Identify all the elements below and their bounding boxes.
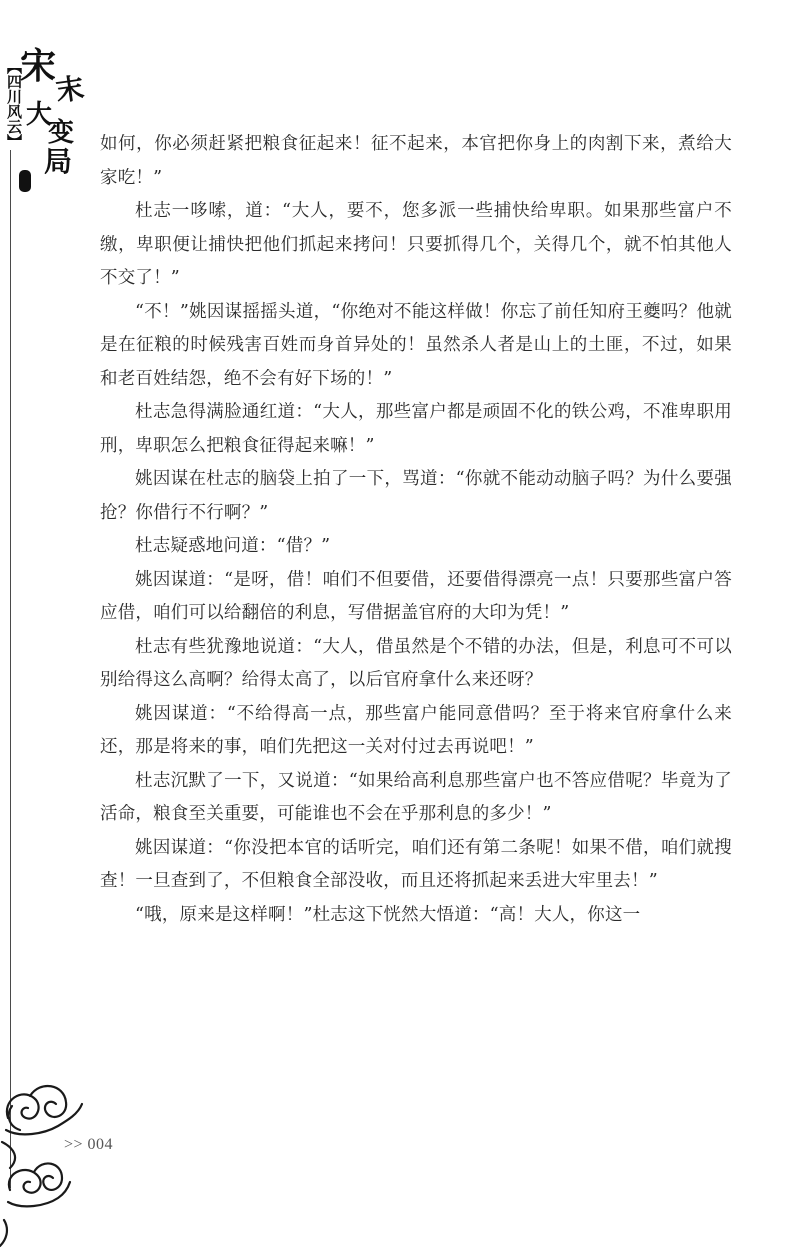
paragraph: “哦，原来是这样啊！”杜志这下恍然大悟道：“高！大人，你这一 bbox=[135, 904, 641, 925]
cloud-ornament-icon bbox=[0, 1070, 90, 1249]
paragraph: 杜志沉默了一下，又说道：“如果给高利息那些富户也不答应借呢？毕竟为了活命，粮食至关重要，可能谁也不会在乎那利息的多少！” bbox=[100, 770, 732, 824]
paragraph: 姚因谋道：“不给得高一点，那些富户能同意借吗？至于将来官府拿什么来还，那是将来的事，咱们先把这一关对付过去再说吧！” bbox=[100, 703, 732, 757]
paragraph: 杜志有些犹豫地说道：“大人，借虽然是个不错的办法，但是，利息可不可以别给得这么高啊？给得太高了，以后官府拿什么来还呀？ bbox=[100, 636, 732, 690]
body-text bbox=[100, 128, 732, 932]
book-title-char: 大 bbox=[26, 100, 53, 130]
book-title bbox=[18, 45, 87, 186]
paragraph: 姚因谋道：“你没把本官的话听完，咱们还有第二条呢！如果不借，咱们就搜查！一旦查到了，不但粮食全部没收，而且还将抓起来丢进大牢里去！” bbox=[100, 837, 732, 891]
paragraph: “不！”姚因谋摇摇头道，“你绝对不能这样做！你忘了前任知府王夔吗？他就是在征粮的时候残害百姓而身首异处的！虽然杀人者是山上的土匪，不过，如果和老百姓结怨，绝不会有好下场的！” bbox=[100, 301, 732, 389]
book-title-char: 局 bbox=[44, 145, 73, 178]
book-title-char: 末 bbox=[53, 71, 87, 108]
paragraph: 杜志急得满脸通红道：“大人，那些富户都是顽固不化的铁公鸡，不准卑职用刑，卑职怎么把粮食征得起来嘛！” bbox=[100, 402, 732, 456]
book-title-mark bbox=[19, 170, 31, 192]
book-title-char: 宋 bbox=[20, 45, 57, 87]
series-label: 【四川风云】 bbox=[0, 58, 22, 150]
paragraph: 如何，你必须赶紧把粮食征起来！征不起来，本官把你身上的肉割下来，煮给大家吃！” bbox=[100, 134, 732, 188]
paragraph: 姚因谋在杜志的脑袋上拍了一下，骂道：“你就不能动动脑子吗？为什么要强抢？你借行不行啊？” bbox=[100, 469, 732, 523]
paragraph: 姚因谋道：“是呀，借！咱们不但要借，还要借得漂亮一点！只要那些富户答应借，咱们可以给翻倍的利息，写借据盖官府的大印为凭！” bbox=[100, 569, 732, 623]
book-title-char: 变 bbox=[48, 118, 75, 148]
margin-rule bbox=[10, 58, 11, 1188]
paragraph: 杜志一哆嗦，道：“大人，要不，您多派一些捕快给卑职。如果那些富户不缴，卑职便让捕快把他们抓起来拷问！只要抓得几个，关得几个，就不怕其他人不交了！” bbox=[100, 201, 732, 288]
page-number: >> 004 bbox=[64, 1136, 114, 1153]
paragraph: 杜志疑惑地问道：“借？” bbox=[135, 536, 331, 556]
